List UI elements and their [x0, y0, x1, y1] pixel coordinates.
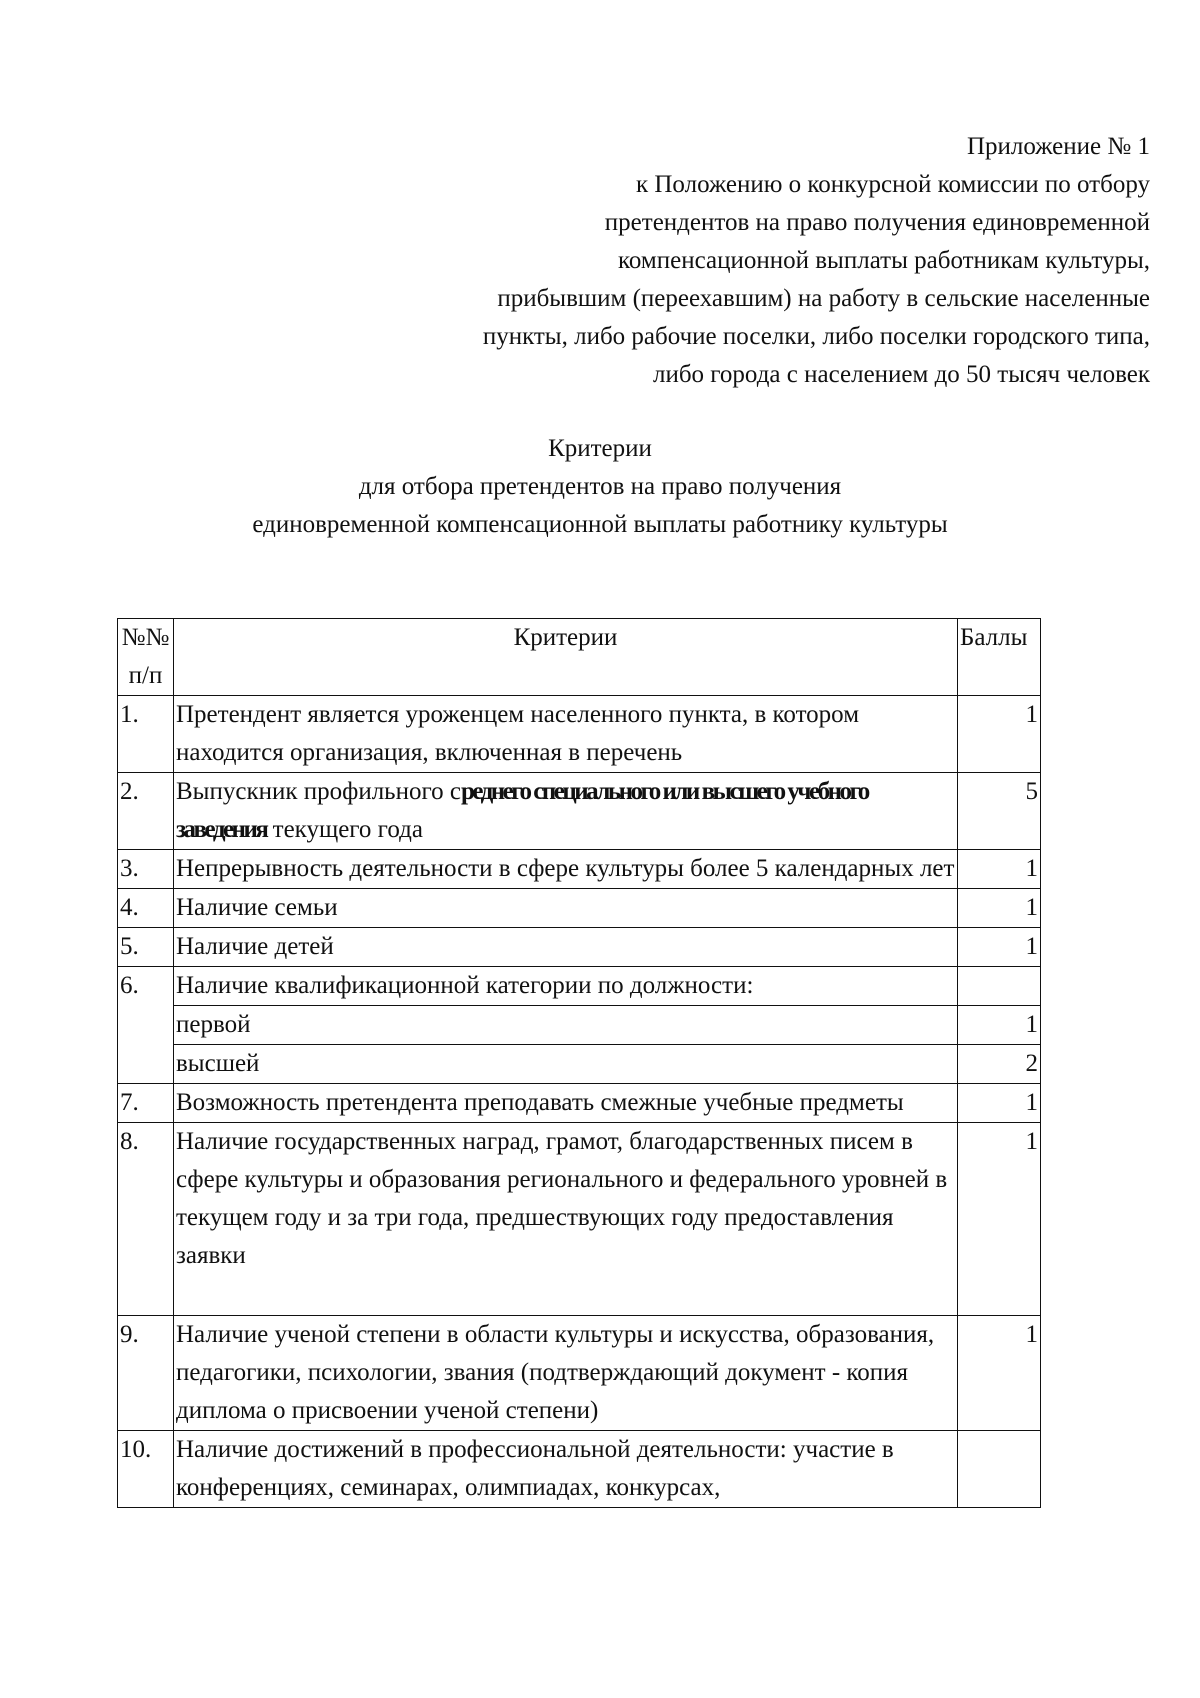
header-criteria: Критерии: [174, 619, 958, 696]
row-number: 6.: [118, 967, 174, 1084]
row-criterion: Возможность претендента преподавать смежные учебные предметы: [174, 1084, 958, 1123]
header-points: Баллы: [958, 619, 1041, 696]
row-number: 4.: [118, 889, 174, 928]
appendix-header: [483, 128, 1150, 394]
table-row: [118, 696, 1041, 773]
row-criterion: высшей: [174, 1045, 958, 1084]
row-points: 1: [958, 928, 1041, 967]
appendix-line: либо города с населением до 50 тысяч человек: [652, 361, 1150, 388]
table-row: [118, 1123, 1041, 1316]
row-criterion: Претендент является уроженцем населенного пункта, в котором находится организация, включенная в перечень: [174, 696, 958, 773]
row-points: 1: [958, 1084, 1041, 1123]
table-row: [118, 1431, 1041, 1508]
row-number: 1.: [118, 696, 174, 773]
appendix-line: пункты, либо рабочие поселки, либо поселки городского типа,: [482, 323, 1150, 350]
table-row: [118, 773, 1041, 850]
appendix-line: прибывшим (переехавшим) на работу в сельские населенные: [497, 285, 1150, 312]
table-row: [118, 967, 1041, 1006]
criterion-text-start: Выпускник профильного с: [176, 778, 461, 805]
row-number: 10.: [118, 1431, 174, 1508]
criteria-table: [117, 618, 1041, 1508]
row-number: 3.: [118, 850, 174, 889]
row-points: 1: [958, 696, 1041, 773]
appendix-line: компенсационной выплаты работникам культуры,: [618, 247, 1150, 274]
row-points: 1: [958, 1316, 1041, 1431]
row-number: 7.: [118, 1084, 174, 1123]
table-row: [118, 928, 1041, 967]
row-points: [958, 1431, 1041, 1508]
row-points: 5: [958, 773, 1041, 850]
appendix-line: Приложение № 1: [966, 133, 1150, 160]
table-subrow: [118, 1045, 1041, 1084]
row-points: [958, 967, 1041, 1006]
row-points: 2: [958, 1045, 1041, 1084]
row-number: 9.: [118, 1316, 174, 1431]
row-criterion: Наличие государственных наград, грамот, благодарственных писем в сфере культуры и образования регионального и федерального уровней в текущем году и за три года, предшествующих году предоставления заявки: [174, 1123, 958, 1316]
row-criterion: Наличие семьи: [174, 889, 958, 928]
row-points: 1: [958, 1123, 1041, 1316]
table-row: [118, 1316, 1041, 1431]
row-number: 8.: [118, 1123, 174, 1316]
appendix-line: претендентов на право получения единовременной: [604, 209, 1150, 236]
row-number: 2.: [118, 773, 174, 850]
header-number: №№ п/п: [118, 619, 174, 696]
row-criterion: Наличие достижений в профессиональной деятельности: участие в конференциях, семинарах, олимпиадах, конкурсах,: [174, 1431, 958, 1508]
row-points: 1: [958, 889, 1041, 928]
row-criterion: Наличие квалификационной категории по должности:: [174, 967, 958, 1006]
table-header-row: [118, 619, 1041, 696]
table-row: [118, 1084, 1041, 1123]
row-criterion: Наличие детей: [174, 928, 958, 967]
row-points: 1: [958, 1006, 1041, 1045]
criterion-text-bold: реднего специального или высшего учебного заведения: [176, 778, 868, 843]
row-criterion: [174, 773, 958, 850]
table-row: [118, 850, 1041, 889]
table-subrow: [118, 1006, 1041, 1045]
criterion-text-end: текущего года: [266, 816, 423, 843]
row-number: 5.: [118, 928, 174, 967]
title-line: Критерии: [548, 435, 652, 462]
row-criterion: Наличие ученой степени в области культуры и искусства, образования, педагогики, психологии, звания (подтверждающий документ - копия диплома о присвоении ученой степени): [174, 1316, 958, 1431]
document-title: [90, 430, 1110, 544]
title-line: единовременной компенсационной выплаты работнику культуры: [252, 511, 948, 538]
row-criterion: первой: [174, 1006, 958, 1045]
appendix-line: к Положению о конкурсной комиссии по отбору: [635, 171, 1150, 198]
title-line: для отбора претендентов на право получения: [358, 473, 842, 500]
row-criterion: Непрерывность деятельности в сфере культуры более 5 календарных лет: [174, 850, 958, 889]
table-row: [118, 889, 1041, 928]
row-points: 1: [958, 850, 1041, 889]
